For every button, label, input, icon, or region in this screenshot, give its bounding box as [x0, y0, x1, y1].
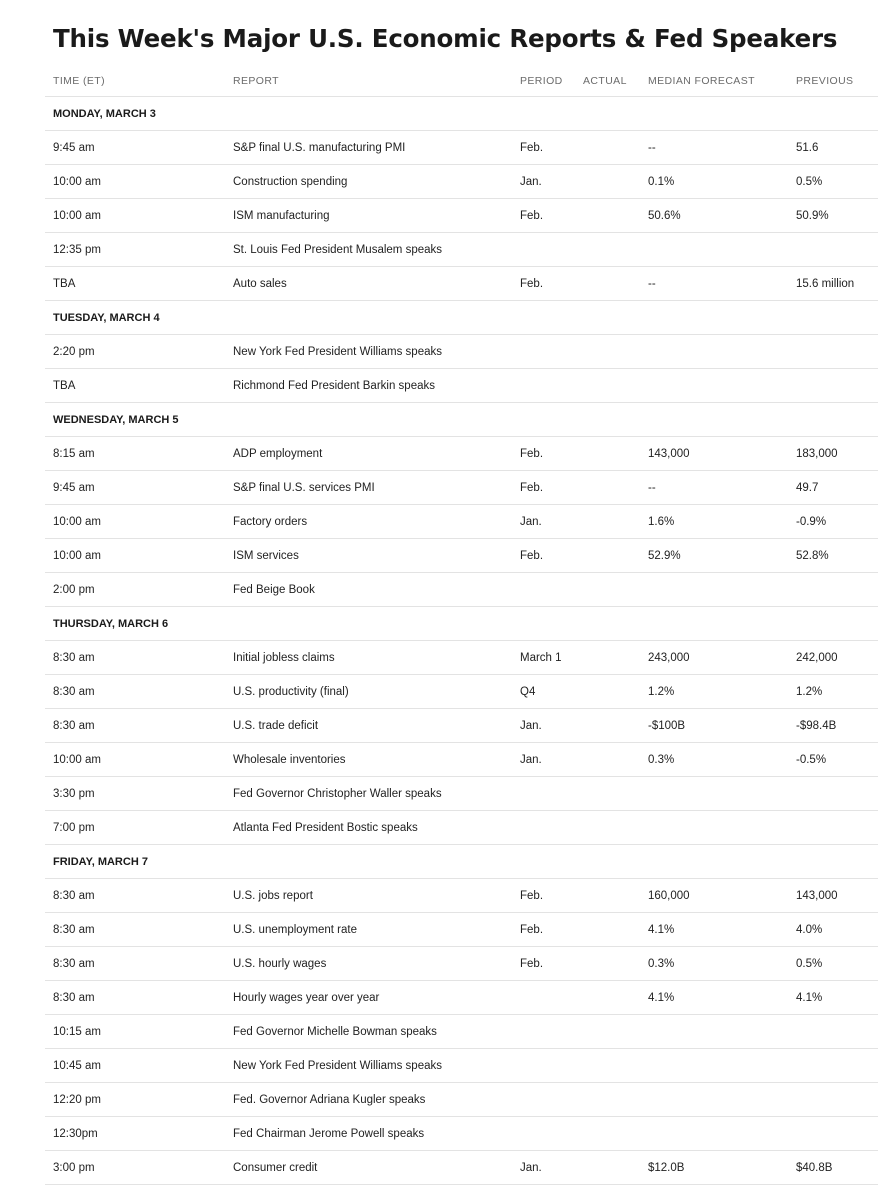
cell-period: Feb.	[520, 277, 544, 290]
cell-time: 10:00 am	[53, 209, 101, 222]
economic-calendar-table	[45, 65, 878, 1185]
cell-median-forecast: $12.0B	[648, 1161, 685, 1174]
cell-report: St. Louis Fed President Musalem speaks	[233, 243, 443, 256]
cell-period: Feb.	[520, 481, 544, 494]
cell-median-forecast: 1.2%	[648, 685, 675, 698]
cell-median-forecast: --	[648, 481, 656, 494]
cell-time: 8:30 am	[53, 685, 95, 698]
table-row	[45, 335, 878, 369]
table-row	[45, 641, 878, 675]
cell-median-forecast: 243,000	[648, 651, 690, 664]
cell-period: Feb.	[520, 141, 544, 154]
cell-report: Initial jobless claims	[233, 651, 335, 664]
table-row	[45, 1117, 878, 1151]
cell-time: 9:45 am	[53, 481, 95, 494]
cell-median-forecast: 50.6%	[648, 209, 681, 222]
cell-previous: 51.6	[796, 141, 819, 154]
cell-time: 12:35 pm	[53, 243, 101, 256]
header-period: PERIOD	[520, 74, 563, 87]
cell-report: Fed Beige Book	[233, 583, 315, 596]
cell-previous: 0.5%	[796, 957, 823, 970]
cell-time: 3:00 pm	[53, 1161, 95, 1174]
cell-time: 10:00 am	[53, 175, 101, 188]
cell-report: U.S. productivity (final)	[233, 685, 349, 698]
day-header-row	[45, 301, 878, 335]
cell-previous: 50.9%	[796, 209, 829, 222]
cell-time: TBA	[53, 379, 76, 392]
cell-time: 3:30 pm	[53, 787, 95, 800]
cell-median-forecast: 1.6%	[648, 515, 675, 528]
cell-time: 10:45 am	[53, 1059, 101, 1072]
cell-report: New York Fed President Williams speaks	[233, 1059, 442, 1072]
cell-median-forecast: 160,000	[648, 889, 690, 902]
cell-time: TBA	[53, 277, 76, 290]
cell-report: U.S. unemployment rate	[233, 923, 358, 936]
header-previous: PREVIOUS	[796, 74, 854, 87]
cell-time: 8:15 am	[53, 447, 95, 460]
cell-previous: 4.1%	[796, 991, 823, 1004]
cell-median-forecast: 4.1%	[648, 991, 675, 1004]
header-time: TIME (ET)	[53, 74, 106, 87]
cell-report: Wholesale inventories	[233, 753, 346, 766]
cell-report: Fed Governor Christopher Waller speaks	[233, 787, 442, 800]
cell-period: Feb.	[520, 923, 544, 936]
table-row	[45, 539, 878, 573]
cell-period: Feb.	[520, 209, 544, 222]
cell-median-forecast: 52.9%	[648, 549, 681, 562]
table-row	[45, 675, 878, 709]
day-header-row	[45, 845, 878, 879]
cell-median-forecast: 0.1%	[648, 175, 675, 188]
table-row	[45, 1049, 878, 1083]
cell-time: 8:30 am	[53, 719, 95, 732]
header-report: REPORT	[233, 74, 279, 87]
header-median-forecast: MEDIAN FORECAST	[648, 74, 755, 87]
cell-time: 10:00 am	[53, 753, 101, 766]
day-label: MONDAY, MARCH 3	[53, 107, 156, 120]
table-row	[45, 743, 878, 777]
cell-previous: 52.8%	[796, 549, 829, 562]
cell-report: New York Fed President Williams speaks	[233, 345, 442, 358]
cell-time: 2:00 pm	[53, 583, 95, 596]
table-row	[45, 369, 878, 403]
header-actual: ACTUAL	[583, 74, 627, 87]
cell-median-forecast: -$100B	[648, 719, 686, 732]
cell-period: Jan.	[520, 719, 542, 732]
cell-median-forecast: --	[648, 141, 656, 154]
cell-median-forecast: --	[648, 277, 656, 290]
cell-period: Jan.	[520, 1161, 542, 1174]
cell-previous: -0.5%	[796, 753, 827, 766]
table-row	[45, 709, 878, 743]
table-row	[45, 1151, 878, 1185]
cell-report: ISM services	[233, 549, 299, 562]
cell-previous: 49.7	[796, 481, 819, 494]
cell-time: 8:30 am	[53, 923, 95, 936]
table-row	[45, 1015, 878, 1049]
cell-time: 10:15 am	[53, 1025, 101, 1038]
cell-report: Hourly wages year over year	[233, 991, 380, 1004]
cell-previous: 15.6 million	[796, 277, 855, 290]
cell-time: 8:30 am	[53, 991, 95, 1004]
cell-report: Auto sales	[233, 277, 287, 290]
table-row	[45, 981, 878, 1015]
table-row	[45, 471, 878, 505]
cell-time: 12:20 pm	[53, 1093, 101, 1106]
table-row	[45, 131, 878, 165]
cell-report: Fed Governor Michelle Bowman speaks	[233, 1025, 437, 1038]
cell-previous: 183,000	[796, 447, 838, 460]
cell-time: 8:30 am	[53, 651, 95, 664]
table-row	[45, 505, 878, 539]
table-row	[45, 233, 878, 267]
cell-period: Feb.	[520, 957, 544, 970]
table-row	[45, 879, 878, 913]
cell-median-forecast: 0.3%	[648, 957, 675, 970]
cell-previous: 1.2%	[796, 685, 823, 698]
cell-period: March 1	[520, 651, 562, 664]
cell-previous: 242,000	[796, 651, 838, 664]
cell-time: 7:00 pm	[53, 821, 95, 834]
day-header-row	[45, 403, 878, 437]
cell-report: S&P final U.S. services PMI	[233, 481, 375, 494]
table-row	[45, 947, 878, 981]
table-row	[45, 1083, 878, 1117]
cell-time: 12:30pm	[53, 1127, 98, 1140]
cell-median-forecast: 0.3%	[648, 753, 675, 766]
cell-report: ISM manufacturing	[233, 209, 330, 222]
cell-time: 9:45 am	[53, 141, 95, 154]
cell-median-forecast: 143,000	[648, 447, 690, 460]
cell-report: ADP employment	[233, 447, 323, 460]
day-header-row	[45, 607, 878, 641]
table-row	[45, 777, 878, 811]
cell-previous: 0.5%	[796, 175, 823, 188]
page-title: This Week's Major U.S. Economic Reports & Fed Speakers	[53, 24, 838, 53]
table-row	[45, 913, 878, 947]
cell-previous: 4.0%	[796, 923, 823, 936]
day-label: FRIDAY, MARCH 7	[53, 855, 148, 868]
cell-report: U.S. hourly wages	[233, 957, 327, 970]
cell-median-forecast: 4.1%	[648, 923, 675, 936]
cell-time: 8:30 am	[53, 889, 95, 902]
cell-period: Jan.	[520, 175, 542, 188]
cell-period: Jan.	[520, 515, 542, 528]
table-row	[45, 267, 878, 301]
table-header	[45, 65, 878, 97]
cell-report: U.S. trade deficit	[233, 719, 319, 732]
cell-period: Feb.	[520, 889, 544, 902]
cell-report: U.S. jobs report	[233, 889, 313, 902]
cell-period: Jan.	[520, 753, 542, 766]
table-row	[45, 811, 878, 845]
cell-time: 2:20 pm	[53, 345, 95, 358]
table-row	[45, 165, 878, 199]
cell-previous: 143,000	[796, 889, 838, 902]
cell-time: 10:00 am	[53, 549, 101, 562]
cell-period: Feb.	[520, 549, 544, 562]
cell-period: Feb.	[520, 447, 544, 460]
cell-report: Atlanta Fed President Bostic speaks	[233, 821, 418, 834]
cell-report: Fed Chairman Jerome Powell speaks	[233, 1127, 425, 1140]
cell-report: Consumer credit	[233, 1161, 318, 1174]
day-label: WEDNESDAY, MARCH 5	[53, 413, 179, 426]
cell-report: Richmond Fed President Barkin speaks	[233, 379, 435, 392]
cell-report: S&P final U.S. manufacturing PMI	[233, 141, 406, 154]
cell-time: 10:00 am	[53, 515, 101, 528]
cell-previous: $40.8B	[796, 1161, 833, 1174]
cell-previous: -0.9%	[796, 515, 827, 528]
day-label: TUESDAY, MARCH 4	[53, 311, 160, 324]
cell-report: Construction spending	[233, 175, 348, 188]
table-body	[45, 97, 878, 1185]
table-row	[45, 199, 878, 233]
day-header-row	[45, 97, 878, 131]
day-label: THURSDAY, MARCH 6	[53, 617, 169, 630]
cell-previous: -$98.4B	[796, 719, 837, 732]
table-row	[45, 437, 878, 471]
table-row	[45, 573, 878, 607]
cell-report: Fed. Governor Adriana Kugler speaks	[233, 1093, 426, 1106]
cell-period: Q4	[520, 685, 536, 698]
cell-time: 8:30 am	[53, 957, 95, 970]
cell-report: Factory orders	[233, 515, 308, 528]
